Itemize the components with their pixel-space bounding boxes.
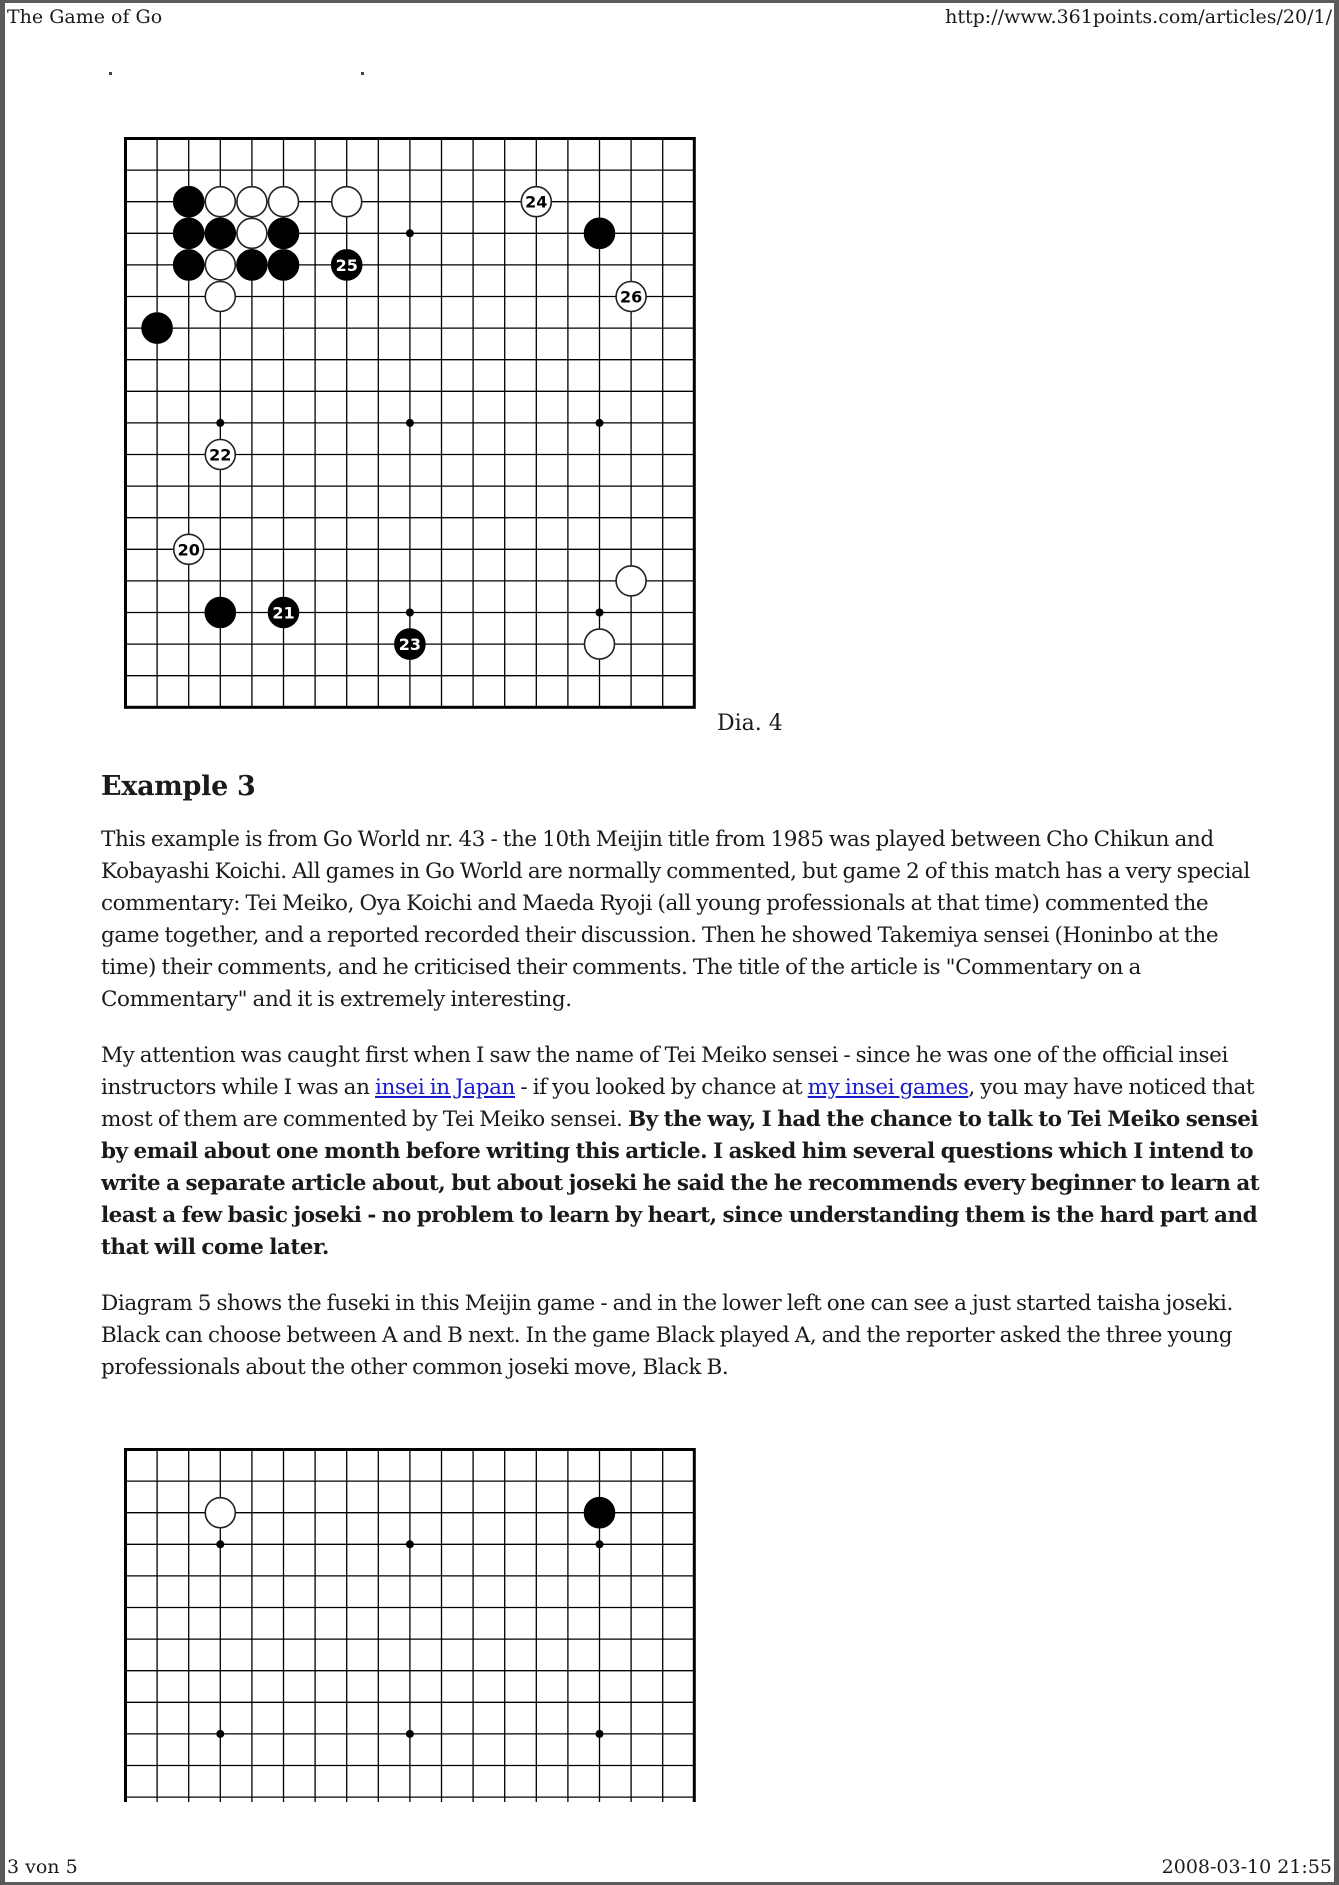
article-body [101, 771, 1261, 1408]
black-stone [269, 218, 299, 248]
hoshi-point [216, 1730, 224, 1738]
hoshi-point [216, 1540, 224, 1548]
white-stone [237, 218, 267, 248]
move-number-label: 22 [209, 445, 232, 465]
move-number-label: 23 [398, 635, 422, 655]
cut-off-text-line [101, 67, 421, 75]
white-stone [205, 1498, 235, 1528]
my-insei-games-link[interactable]: my insei games [807, 1075, 969, 1100]
black-stone [174, 187, 204, 217]
hoshi-point [596, 1540, 604, 1548]
white-stone [585, 629, 615, 659]
hoshi-point [596, 609, 604, 617]
page-footer-datetime: 2008-03-10 21:55 [1161, 1856, 1332, 1878]
insei-in-japan-link[interactable]: insei in Japan [374, 1075, 515, 1100]
diagram-caption: Dia. 4 [717, 711, 783, 736]
black-stone [269, 250, 299, 280]
black-stone [174, 218, 204, 248]
paragraph-2-bold: By the way, I had the chance to talk to Tei Meiko sensei by email about one month before writing this article. I asked him several questions which I intend to write a separate article about, but about joseki he said the he recommends every beginner to learn at least a few basic joseki - no problem to learn by heart, since understanding them is the hard part and that will come later. [101, 1107, 1260, 1260]
page-footer-number: 3 von 5 [7, 1856, 78, 1878]
white-stone [237, 187, 267, 217]
hoshi-point [406, 419, 414, 427]
black-stone [237, 250, 267, 280]
move-number-label: 25 [335, 255, 358, 275]
hoshi-point [406, 1540, 414, 1548]
pdf-page [5, 3, 1334, 1882]
move-number-label: 21 [272, 603, 295, 623]
white-stone [205, 187, 235, 217]
hoshi-point [406, 1730, 414, 1738]
hoshi-point [216, 419, 224, 427]
go-diagram-5 [122, 1446, 706, 1802]
paragraph-2-text-c: , you may have noticed that most of them are commented by Tei Meiko sensei. [101, 1075, 1255, 1132]
white-stone [616, 566, 646, 596]
move-number-label: 26 [619, 287, 643, 307]
hoshi-point [596, 419, 604, 427]
black-stone [205, 598, 235, 628]
black-stone [585, 1498, 615, 1528]
hoshi-point [406, 609, 414, 617]
white-stone [205, 282, 235, 312]
move-number-label: 20 [177, 540, 200, 560]
black-stone [174, 250, 204, 280]
black-stone [142, 313, 172, 343]
paragraph-3: Diagram 5 shows the fuseki in this Meijin game - and in the lower left one can see a just started taisha joseki. Black can choose between A and B next. In the game Black played A, and the reporter asked the three young professionals about the other common joseki move, Black B. [101, 1291, 1233, 1380]
white-stone [332, 187, 362, 217]
paragraph-2-text-a: My attention was caught first when I saw the name of Tei Meiko sensei - since he was one of the official insei instructors while I was an [101, 1043, 1228, 1100]
paragraph-2-text-b: - if you looked by chance at [514, 1075, 808, 1100]
page-header-title: The Game of Go [7, 6, 163, 28]
paragraph-2 [101, 1040, 1261, 1264]
white-stone [205, 250, 235, 280]
hoshi-point [596, 1730, 604, 1738]
section-heading: Example 3 [101, 771, 256, 802]
go-diagram-4 [122, 135, 706, 719]
hoshi-point [406, 229, 414, 237]
white-stone [269, 187, 299, 217]
page-header-url: http://www.361points.com/articles/20/1/ [945, 6, 1332, 28]
black-stone [585, 218, 615, 248]
black-stone [205, 218, 235, 248]
move-number-label: 24 [525, 192, 548, 212]
paragraph-1: This example is from Go World nr. 43 - the 10th Meijin title from 1985 was played between Cho Chikun and Kobayashi Koichi. All games in Go World are normally commented, but game 2 of this match has a very special commentary: Tei Meiko, Oya Koichi and Maeda Ryoji (all young professionals at that time) commented the game together, and a reported recorded their discussion. Then he showed Takemiya sensei (Honinbo at the time) their comments, and he criticised their comments. The title of the article is "Commentary on a Commentary" and it is extremely interesting. [101, 827, 1250, 1012]
